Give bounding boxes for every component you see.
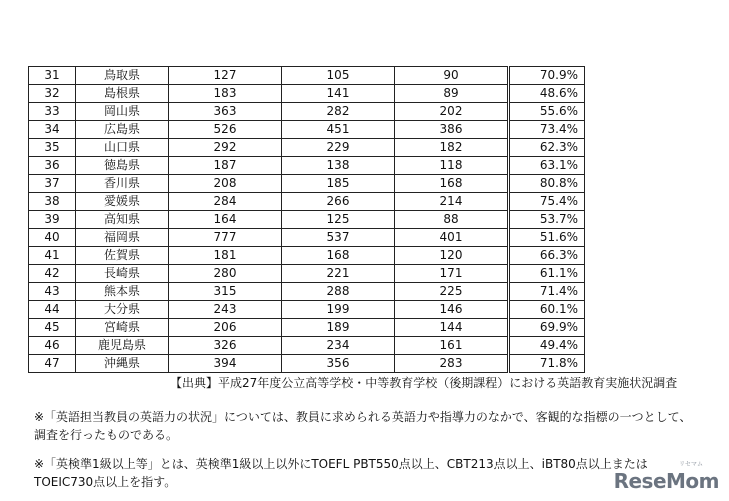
table-row: [29, 355, 585, 373]
table-row: [29, 139, 585, 157]
percentage: 55.6%: [509, 103, 585, 121]
value-col-3: 401: [395, 229, 509, 247]
percentage: 73.4%: [509, 121, 585, 139]
value-col-3: 214: [395, 193, 509, 211]
value-col-1: 208: [169, 175, 282, 193]
prefecture-name: 香川県: [76, 175, 169, 193]
table-row: [29, 121, 585, 139]
resemom-logo: ReseMom: [613, 469, 719, 493]
value-col-1: 363: [169, 103, 282, 121]
prefecture-name: 岡山県: [76, 103, 169, 121]
value-col-2: 105: [282, 67, 395, 85]
percentage: 61.1%: [509, 265, 585, 283]
percentage: 71.4%: [509, 283, 585, 301]
prefecture-name: 高知県: [76, 211, 169, 229]
row-number: 39: [29, 211, 76, 229]
prefecture-name: 大分県: [76, 301, 169, 319]
value-col-3: 168: [395, 175, 509, 193]
table-row: [29, 229, 585, 247]
table-row: [29, 85, 585, 103]
value-col-3: 118: [395, 157, 509, 175]
prefecture-name: 沖縄県: [76, 355, 169, 373]
row-number: 38: [29, 193, 76, 211]
table-row: [29, 175, 585, 193]
english-teacher-table: [28, 66, 585, 373]
percentage: 53.7%: [509, 211, 585, 229]
value-col-1: 292: [169, 139, 282, 157]
value-col-1: 181: [169, 247, 282, 265]
row-number: 46: [29, 337, 76, 355]
value-col-2: 266: [282, 193, 395, 211]
prefecture-name: 熊本県: [76, 283, 169, 301]
value-col-3: 182: [395, 139, 509, 157]
percentage: 51.6%: [509, 229, 585, 247]
value-col-2: 189: [282, 319, 395, 337]
value-col-1: 777: [169, 229, 282, 247]
prefecture-name: 佐賀県: [76, 247, 169, 265]
percentage: 62.3%: [509, 139, 585, 157]
value-col-1: 243: [169, 301, 282, 319]
value-col-2: 356: [282, 355, 395, 373]
value-col-3: 171: [395, 265, 509, 283]
prefecture-name: 鹿児島県: [76, 337, 169, 355]
value-col-1: 164: [169, 211, 282, 229]
value-col-2: 199: [282, 301, 395, 319]
value-col-3: 386: [395, 121, 509, 139]
row-number: 31: [29, 67, 76, 85]
table-row: [29, 193, 585, 211]
table-row: [29, 67, 585, 85]
percentage: 80.8%: [509, 175, 585, 193]
table-body: [29, 67, 585, 373]
value-col-2: 221: [282, 265, 395, 283]
row-number: 37: [29, 175, 76, 193]
value-col-3: 202: [395, 103, 509, 121]
percentage: 49.4%: [509, 337, 585, 355]
value-col-3: 283: [395, 355, 509, 373]
note-eiken-definition: ※「英検準1級以上等」とは、英検準1級以上以外にTOEFL PBT550点以上、CBT213点以上、iBT80点以上またはTOEIC730点以上を指す。: [34, 457, 648, 489]
value-col-1: 315: [169, 283, 282, 301]
table-row: [29, 103, 585, 121]
percentage: 63.1%: [509, 157, 585, 175]
value-col-1: 183: [169, 85, 282, 103]
value-col-1: 326: [169, 337, 282, 355]
prefecture-name: 愛媛県: [76, 193, 169, 211]
table-row: [29, 319, 585, 337]
row-number: 40: [29, 229, 76, 247]
percentage: 66.3%: [509, 247, 585, 265]
value-col-3: 89: [395, 85, 509, 103]
value-col-3: 120: [395, 247, 509, 265]
table-row: [29, 157, 585, 175]
percentage: 75.4%: [509, 193, 585, 211]
prefecture-name: 広島県: [76, 121, 169, 139]
value-col-1: 127: [169, 67, 282, 85]
value-col-2: 125: [282, 211, 395, 229]
prefecture-name: 宮崎県: [76, 319, 169, 337]
row-number: 45: [29, 319, 76, 337]
value-col-3: 146: [395, 301, 509, 319]
logo-subtext: リセマム: [679, 461, 703, 468]
value-col-1: 526: [169, 121, 282, 139]
row-number: 36: [29, 157, 76, 175]
row-number: 47: [29, 355, 76, 373]
value-col-3: 90: [395, 67, 509, 85]
source-citation: 【出典】平成27年度公立高等学校・中等教育学校（後期課程）における英語教育実施状況調査: [170, 376, 678, 390]
value-col-1: 280: [169, 265, 282, 283]
value-col-2: 282: [282, 103, 395, 121]
row-number: 42: [29, 265, 76, 283]
row-number: 32: [29, 85, 76, 103]
value-col-2: 234: [282, 337, 395, 355]
table-row: [29, 247, 585, 265]
prefecture-name: 徳島県: [76, 157, 169, 175]
percentage: 69.9%: [509, 319, 585, 337]
prefecture-name: 島根県: [76, 85, 169, 103]
value-col-2: 537: [282, 229, 395, 247]
table-row: [29, 211, 585, 229]
row-number: 34: [29, 121, 76, 139]
prefecture-name: 福岡県: [76, 229, 169, 247]
value-col-3: 88: [395, 211, 509, 229]
row-number: 33: [29, 103, 76, 121]
row-number: 44: [29, 301, 76, 319]
value-col-2: 451: [282, 121, 395, 139]
value-col-2: 138: [282, 157, 395, 175]
value-col-2: 141: [282, 85, 395, 103]
value-col-1: 284: [169, 193, 282, 211]
percentage: 48.6%: [509, 85, 585, 103]
percentage: 71.8%: [509, 355, 585, 373]
value-col-3: 144: [395, 319, 509, 337]
table-row: [29, 301, 585, 319]
value-col-2: 288: [282, 283, 395, 301]
percentage: 60.1%: [509, 301, 585, 319]
value-col-3: 161: [395, 337, 509, 355]
row-number: 43: [29, 283, 76, 301]
value-col-3: 225: [395, 283, 509, 301]
value-col-1: 206: [169, 319, 282, 337]
value-col-1: 187: [169, 157, 282, 175]
value-col-2: 168: [282, 247, 395, 265]
row-number: 41: [29, 247, 76, 265]
prefecture-name: 長崎県: [76, 265, 169, 283]
value-col-2: 185: [282, 175, 395, 193]
table-row: [29, 337, 585, 355]
value-col-2: 229: [282, 139, 395, 157]
table-row: [29, 265, 585, 283]
note-english-ability: ※「英語担当教員の英語力の状況」については、教員に求められる英語力や指導力のなかで、客観的な指標の一つとして、調査を行ったものである。: [34, 410, 692, 442]
percentage: 70.9%: [509, 67, 585, 85]
table-row: [29, 283, 585, 301]
prefecture-name: 山口県: [76, 139, 169, 157]
row-number: 35: [29, 139, 76, 157]
value-col-1: 394: [169, 355, 282, 373]
prefecture-name: 鳥取県: [76, 67, 169, 85]
